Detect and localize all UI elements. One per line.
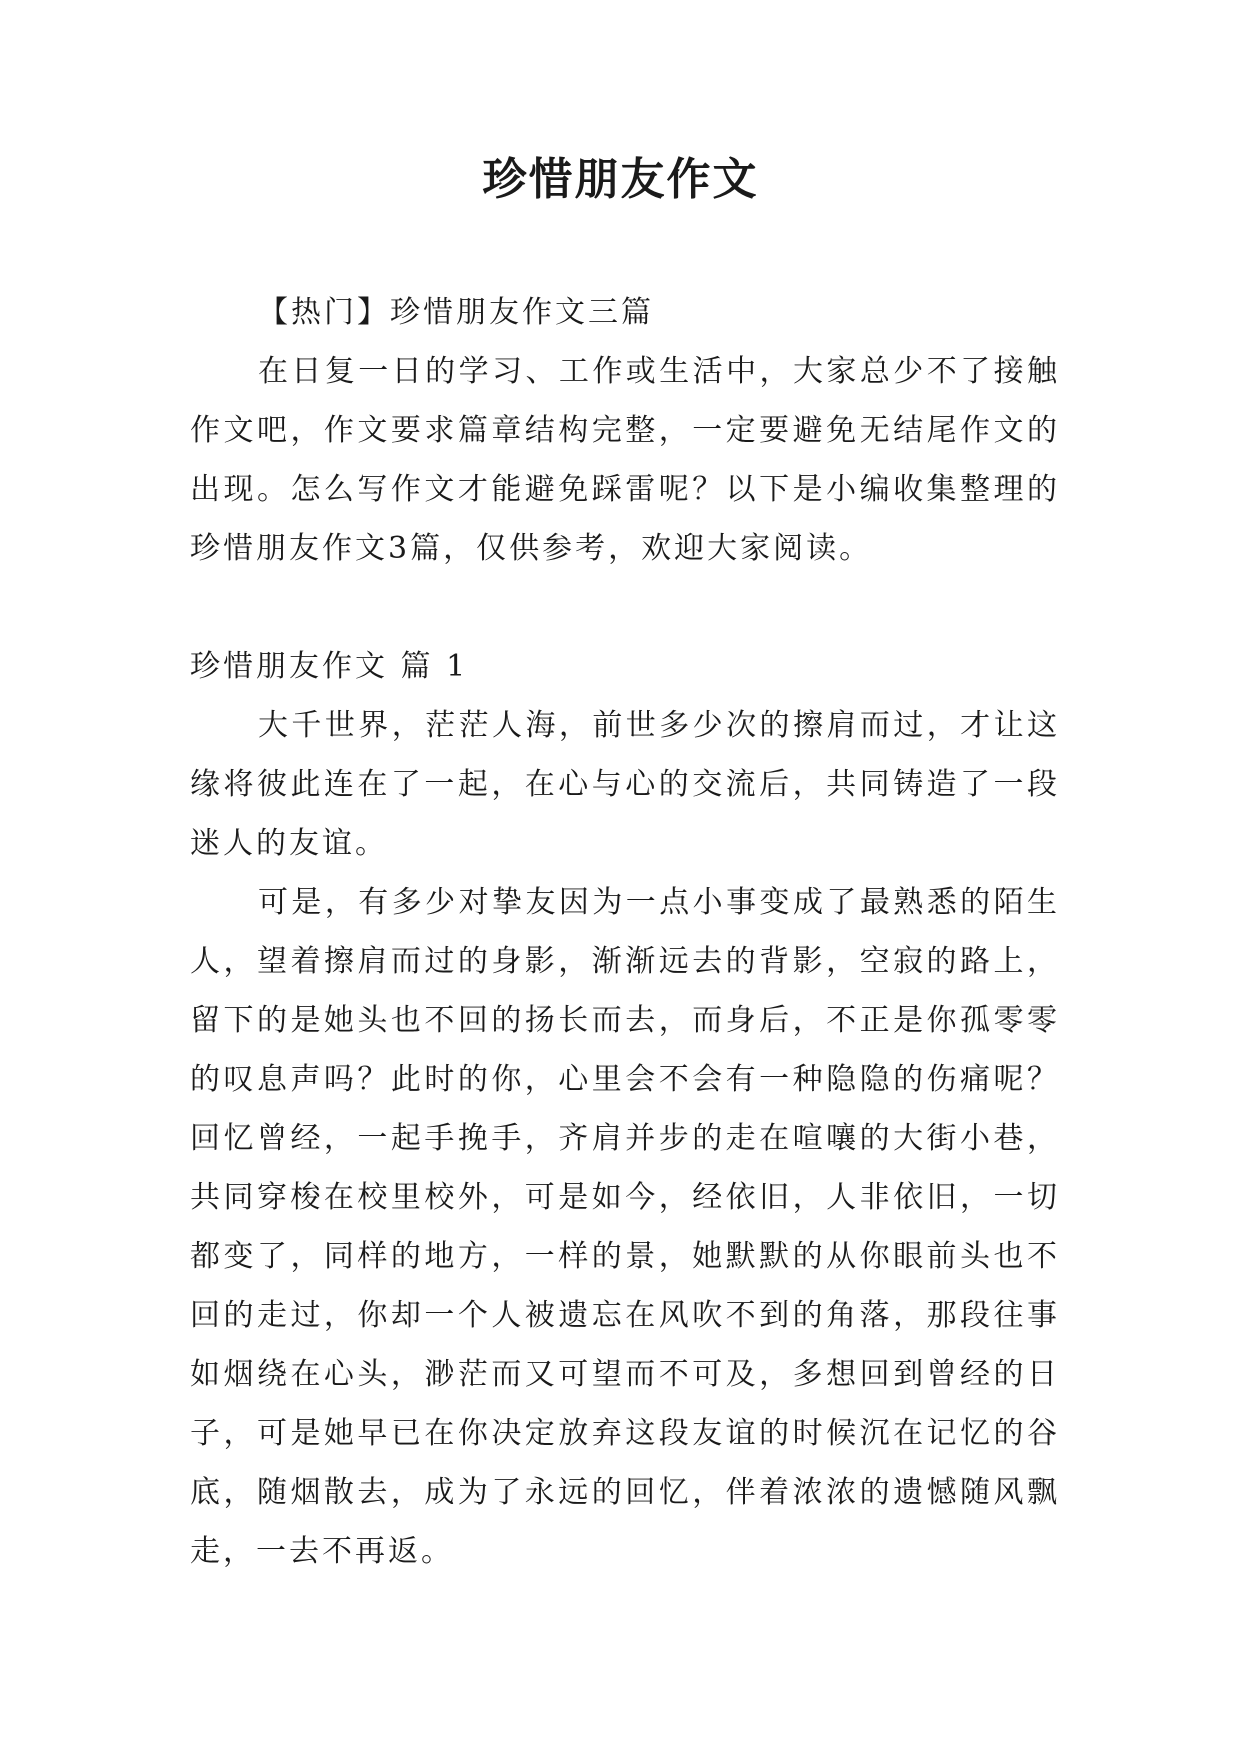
section-paragraph-1: 大千世界，茫茫人海，前世多少次的擦肩而过，才让这缘将彼此连在了一起，在心与心的交流后，共同铸造了一段迷人的友谊。 <box>190 708 1060 861</box>
section-heading: 珍惜朋友作文 篇 1 <box>190 649 469 684</box>
section-spacer <box>190 578 1060 637</box>
document-body <box>190 283 1060 1581</box>
document-subtitle: 【热门】珍惜朋友作文三篇 <box>258 295 654 330</box>
intro-paragraph: 在日复一日的学习、工作或生活中，大家总少不了接触作文吧，作文要求篇章结构完整，一定要避免无结尾作文的出现。怎么写作文才能避免踩雷呢？以下是小编收集整理的珍惜朋友作文3篇，仅供参考，欢迎大家阅读。 <box>190 354 1060 566</box>
document-title: 珍惜朋友作文 <box>482 154 759 205</box>
section-paragraph-2: 可是，有多少对挚友因为一点小事变成了最熟悉的陌生人，望着擦肩而过的身影，渐渐远去的背影，空寂的路上，留下的是她头也不回的扬长而去，而身后，不正是你孤零零的叹息声吗？此时的你，心里会不会有一种隐隐的伤痛呢？回忆曾经，一起手挽手，齐肩并步的走在喧嚷的大街小巷，共同穿梭在校里校外，可是如今，经依旧，人非依旧，一切都变了，同样的地方，一样的景，她默默的从你眼前头也不回的走过，你却一个人被遗忘在风吹不到的角落，那段往事如烟绕在心头，渺茫而又可望而不可及，多想回到曾经的日子，可是她早已在你决定放弃这段友谊的时候沉在记忆的谷底，随烟散去，成为了永远的回忆，伴着浓浓的遗憾随风飘走，一去不再返。 <box>190 885 1060 1569</box>
